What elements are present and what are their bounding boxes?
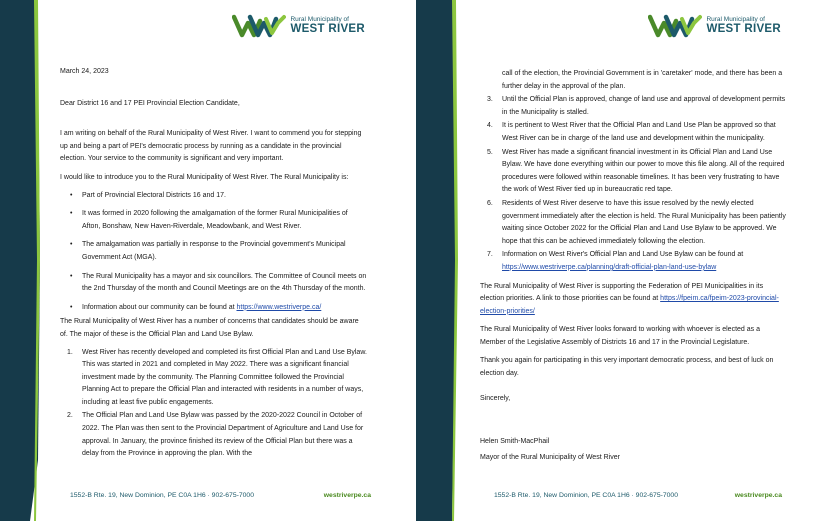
list-item: • The Rural Municipality has a mayor and six councillors. The Committee of Council meets on the 2nd Thursday of the month and Council Meetings are on the 4th Thursday of the month.	[70, 272, 367, 293]
list-item: 3. Until the Official Plan is approved, change of land use and approval of development permits in the Municipality is stalled.	[487, 96, 786, 116]
introduce-paragraph: I would like to introduce you to the Rural Municipality of West River. The Rural Municipality is:	[60, 173, 349, 181]
decorative-navy-band	[0, 0, 40, 521]
concerns-paragraph: The Rural Municipality of West River has a number of concerns that candidates should be aware of. The major of these is the Official Plan and Land Use Bylaw.	[60, 318, 359, 338]
list-item: • It was formed in 2020 following the amalgamation of the former Rural Municipalities of Afton, Bonshaw, New Haven-Riverdale, Meadowbank, and West River.	[70, 210, 348, 230]
fpeim-priorities-link[interactable]: https://fpeim.ca/fpeim-2023-provincial-election-priorities/	[480, 295, 779, 315]
bullet-icon: •	[70, 272, 73, 280]
west-river-wave-logo-icon	[648, 13, 702, 39]
list-item: 5. West River has made a significant financial investment in its Official Plan and Land Use Bylaw. We have done everything within our power to move this file along. All of the required procedures were followed within reasonable timelines. It has been very frustrating to have the work of West River tied up in bureaucratic red tape.	[487, 148, 785, 194]
page-footer	[70, 492, 371, 499]
footer-address: 1552-B Rte. 19, New Dominion, PE C0A 1H6 · 902-675-7000	[494, 492, 678, 499]
decorative-navy-band	[416, 0, 456, 521]
list-item: 2. The Official Plan and Land Use Bylaw was passed by the 2020-2022 Council in October of 2022. The Plan was then sent to the Provincial Department of Agriculture and Land Use for approval. In January, the province finished its review of the Official Plan but there was a delay from the Province in approving the plan. With the	[67, 412, 364, 458]
bullet-icon: •	[70, 191, 73, 199]
signer-title: Mayor of the Rural Municipality of West River	[480, 453, 620, 461]
list-item: call of the election, the Provincial Government is in 'caretaker' mode, and there has been a further delay in the approval of the plan.	[502, 70, 783, 90]
list-item: 1. West River has recently developed and completed its first Official Plan and Land Use Bylaw. This was started in 2021 and completed in May 2022. There was a significant financial investment made by the community. The Planning Committee followed the Provincial Planning Act to prepare the Official Plan and interacted with residents in a number of ways, including at least five public engagements.	[67, 348, 367, 406]
list-item: 4. It is pertinent to West River that the Official Plan and Land Use Plan be approved so that West River can be in charge of the land use and development within the municipality.	[487, 122, 776, 142]
concerns-numbered-list-continued	[480, 68, 787, 275]
letter-body-page-1	[60, 66, 367, 461]
community-website-link[interactable]: https://www.westriverpe.ca/	[236, 303, 322, 311]
logo-subtitle: Rural Municipality of	[706, 15, 765, 23]
salutation: Dear District 16 and 17 PEI Provincial Election Candidate,	[60, 99, 240, 107]
letter-body-page-2	[480, 68, 787, 464]
closing: Sincerely,	[480, 394, 511, 402]
logo-subtitle: Rural Municipality of	[290, 15, 349, 23]
logo-title: WEST RIVER	[290, 23, 365, 35]
list-item: • Information about our community can be found at https://www.westriverpe.ca/	[60, 302, 367, 315]
footer-website: westriverpe.ca	[323, 492, 371, 499]
official-plan-link[interactable]: https://www.westriverpe.ca/planning/draft-official-plan-land-use-bylaw	[502, 263, 717, 271]
list-item: • The amalgamation was partially in response to the Provincial government's Municipal Government Act (MGA).	[70, 241, 346, 261]
list-item: 7. Information on West River's Official Plan and Land Use Bylaw can be found at https://www.westriverpe.ca/planning/draft-official-plan-land-use-bylaw	[487, 251, 744, 271]
list-item: 6. Residents of West River deserve to have this issue resolved by the newly elected government immediately after the election is held. The Rural Municipality has been patiently waiting since October 2022 for the Official Plan and Land Use Bylaw to be approved. We hope that this can be achieved immediately following the election.	[487, 199, 786, 245]
bullet-icon: •	[70, 210, 73, 218]
municipality-logo	[232, 13, 365, 39]
fpeim-paragraph: The Rural Municipality of West River is supporting the Federation of PEI Municipalities in its election priorities. A link to those priorities can be found at https://fpeim.ca/fpeim-2023-provincial-election-priorities/	[480, 282, 779, 315]
concerns-numbered-list	[60, 347, 367, 461]
municipality-logo	[648, 13, 781, 39]
west-river-wave-logo-icon	[232, 13, 286, 39]
thanks-paragraph: Thank you again for participating in this very important democratic process, and best of luck on election day.	[480, 357, 774, 378]
municipality-facts-list	[60, 190, 367, 315]
bullet-icon: •	[70, 303, 73, 311]
forward-paragraph: The Rural Municipality of West River looks forward to working with whoever is elected as a Member of the Legislative Assembly of Districts 16 and 17 in the Provincial Legislature.	[480, 326, 760, 346]
footer-address: 1552-B Rte. 19, New Dominion, PE C0A 1H6 · 902-675-7000	[70, 492, 254, 499]
bullet-icon: •	[70, 241, 73, 249]
logo-title: WEST RIVER	[706, 23, 781, 35]
letter-page-2	[416, 0, 829, 521]
intro-paragraph: I am writing on behalf of the Rural Municipality of West River. I want to commend you for stepping up and being a part of PEI's democratic process by running as a candidate in the provincial election. Your service to the community is significant and very important.	[60, 130, 362, 163]
footer-website: westriverpe.ca	[734, 492, 782, 499]
list-item: • Part of Provincial Electoral Districts 16 and 17.	[60, 190, 367, 203]
letter-date: March 24, 2023	[60, 68, 109, 75]
signer-name: Helen Smith-MacPhail	[480, 438, 550, 446]
page-footer	[494, 492, 782, 499]
letter-page-1	[0, 0, 413, 521]
